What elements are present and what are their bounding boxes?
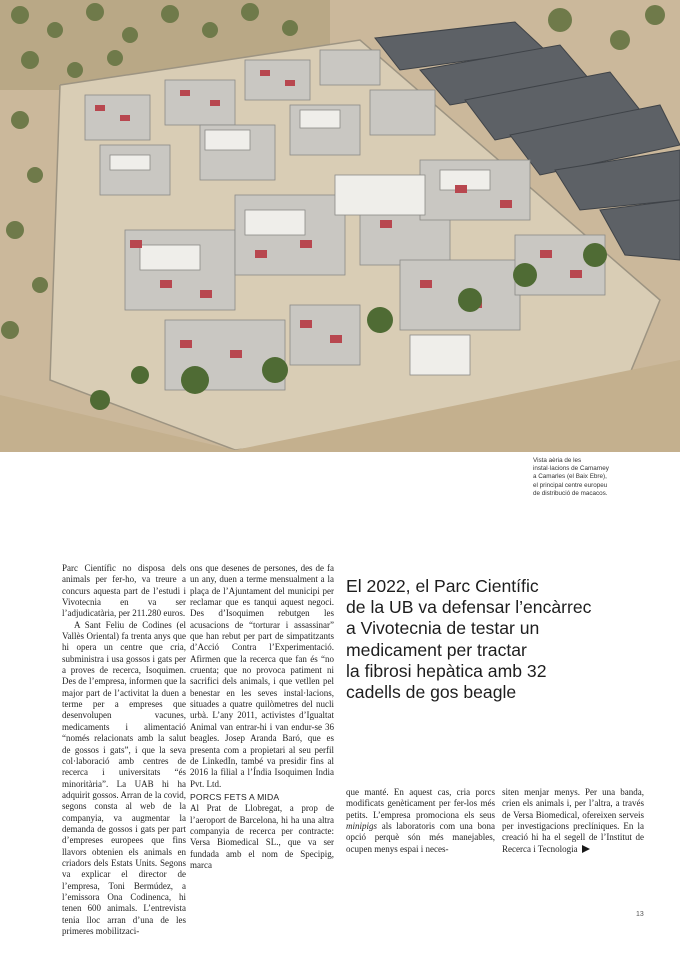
pull-quote bbox=[346, 576, 646, 703]
aerial-photo bbox=[0, 0, 680, 452]
paragraph bbox=[502, 787, 644, 855]
caption-line: Vista aèria de les bbox=[533, 457, 582, 464]
body-column-2 bbox=[190, 563, 334, 871]
continue-arrow-icon bbox=[582, 845, 590, 853]
paragraph: A Sant Feliu de Codines (el Vallès Oriental) fa trenta anys que hi opera un centre que cria, subministra i usa gossos i gats per a proves de recerca, Isoquimen. Des de l’empresa, informen que la major part de l’activitat la duen a terme per a empreses que desenvolupen vacunes, medicaments i alimentació “només relacionats amb la salut de gossos i gats”, i que la seva col·laboració amb centres de recerca i universitats “és minoritària”. La UAB hi ha adquirit gossos. Arran de la covid, segons consta al web de la companyia, va augmentar la demanda de gossos i gats per part d’empreses europees que fins llavors obtenien els animals en criadors dels Estats Units. Segons va explicar el director de l’empresa, Toni Bermúdez, a l’emissora Ona Codinenca, hi tenen 600 animals. L’entrevista tenia lloc arran d’una de les primeres mobilitzaci- bbox=[62, 619, 186, 936]
body-column-4 bbox=[502, 787, 644, 855]
photo-caption bbox=[533, 457, 648, 498]
paragraph bbox=[346, 787, 495, 855]
italic-term: minipigs bbox=[346, 821, 378, 832]
text-run: que manté. En aquest cas, cria porcs modificats genèticament per fer-los més petits. L’empresa promociona els seus bbox=[346, 787, 495, 820]
pull-quote-line: la fibrosi hepàtica amb 32 bbox=[346, 660, 547, 681]
pull-quote-line: a Vivotecnia de testar un bbox=[346, 618, 540, 639]
pull-quote-line: El 2022, el Parc Científic bbox=[346, 576, 539, 596]
aerial-photo-icon bbox=[0, 0, 680, 452]
page-number: 13 bbox=[636, 911, 644, 918]
caption-line: instal·lacions de Camarney bbox=[533, 465, 609, 473]
pull-quote-line: de la UB va defensar l’encàrrec bbox=[346, 597, 592, 618]
pull-quote-line: cadells de gos beagle bbox=[346, 682, 517, 703]
caption-line: a Camarles (el Baix Ebre), bbox=[533, 473, 607, 481]
paragraph: Parc Científic no disposa dels animals per fer-ho, va treure a concurs aquesta part de l’estudi i Vivotecnia en va ser l’adjudicatària, per 211.280 euros. bbox=[62, 563, 186, 619]
body-column-1 bbox=[62, 563, 186, 937]
pull-quote-line: medicament per tractar bbox=[346, 639, 527, 660]
text-run: siten menjar menys. Per una banda, crien els animals i, per l’altra, a través de Versa Biomedical, ofereixen serveis per investigacions preclíniques. En la creació hi ha el segell de l’Institut de Recerca i Tecnologia bbox=[502, 787, 644, 854]
caption-line: el principal centre europeu bbox=[533, 481, 608, 489]
section-subheading: PORCS FETS A MIDA bbox=[190, 791, 280, 802]
paragraph: ons que desenes de persones, des de fa un any, duen a terme mensualment a la plaça de l’Ajuntament del municipi per reclamar que es tanqui aquest negoci. Des d’Isoquimen rebutgen les acusacions de “torturar i assassinar” que han rebut per part de simpatitzants d’Acció Contra l’Experimentació. Afirmen que la recerca que fan és “no cruenta; que no provoca patiment ni sacrifici dels animals, i que vetllen pel benestar en les seves instal·lacions, situades a quatre quilòmetres del nucli urbà. L’any 2011, activistes d’Igualtat Animal van entrar-hi i van endur-se 36 beagles. Josep Aranda Baró, que es presenta com a propietari al seu perfil de LinkedIn, també va presidir fins al 2016 la filial a l’Índia Isoquimen India Pvt. Ltd. bbox=[190, 563, 334, 789]
text-run: als laboratoris com una bona opció perquè són més manejables, ocupen menys espai i neces- bbox=[346, 821, 495, 854]
caption-line: de distribució de macacos. bbox=[533, 489, 608, 497]
paragraph: Al Prat de Llobregat, a prop de l’aeroport de Barcelona, hi ha una altra companyia de recerca per contracte: Versa Biomedical SL., que va ser fundada amb el nom de Specipig, marca bbox=[190, 803, 334, 870]
body-column-3 bbox=[346, 787, 495, 855]
